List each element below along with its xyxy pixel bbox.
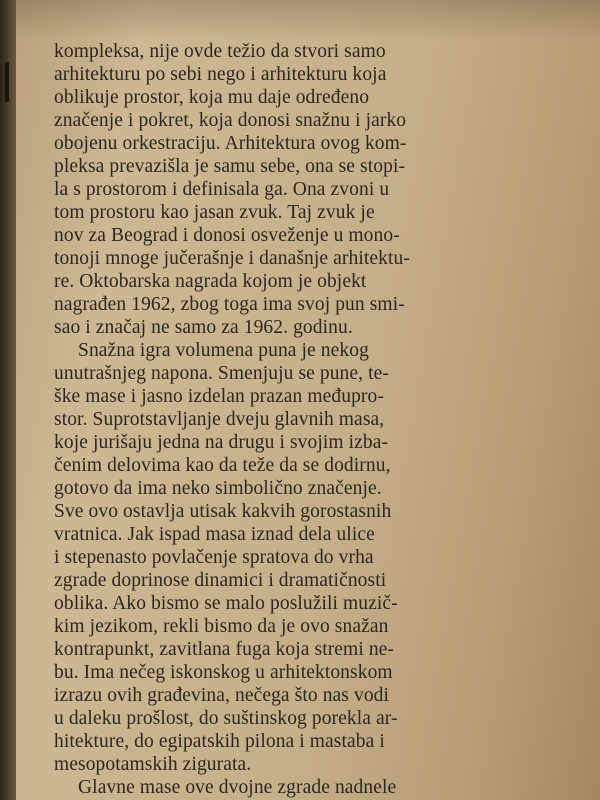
book-spine <box>0 0 16 800</box>
text-line: stor. Suprotstavljanje dveju glavnih masa, <box>54 409 385 430</box>
text-line: ške mase i jasno izdelan prazan međupro- <box>54 386 384 407</box>
text-line: kompleksa, nije ovde težio da stvori samo <box>54 41 386 62</box>
text-line: i stepenasto povlačenje spratova do vrha <box>54 547 374 568</box>
paragraph <box>54 40 574 339</box>
text-line: obojenu orkestraciju. Arhitektura ovog kom- <box>54 133 407 154</box>
text-line: u daleku prošlost, do suštinskog porekla ar- <box>54 708 398 729</box>
gutter-mark <box>5 62 9 102</box>
text-line: čenim delovima kao da teže da se dodirnu, <box>54 455 391 476</box>
text-line: bu. Ima nečeg iskonskog u arhitektonskom <box>54 662 393 683</box>
text-line: kontrapunkt, zavitlana fuga koja stremi ne- <box>54 639 395 660</box>
page-text <box>54 40 574 799</box>
text-line: nagrađen 1962, zbog toga ima svoj pun smi- <box>54 294 405 315</box>
text-line: izrazu ovih građevina, nečega što nas vodi <box>54 685 390 706</box>
text-line: tonoji mnoge jučerašnje i današnje arhitektu- <box>54 248 410 269</box>
text-line: oblika. Ako bismo se malo poslužili muzič- <box>54 593 398 614</box>
text-line: tom prostoru kao jasan zvuk. Taj zvuk je <box>54 202 375 223</box>
text-line: vratnica. Jak ispad masa iznad dela ulice <box>54 524 375 545</box>
text-line: gotovo da ima neko simbolično značenje. <box>54 478 382 499</box>
text-line: nov za Beograd i donosi osveženje u mono- <box>54 225 400 246</box>
paragraph <box>54 776 574 799</box>
text-line: koje jurišaju jedna na drugu i svojim izba- <box>54 432 389 453</box>
text-line: la s prostorom i definisala ga. Ona zvoni u <box>54 179 390 200</box>
text-line: kim jezikom, rekli bismo da je ovo snažan <box>54 616 389 637</box>
text-line: Sve ovo ostavlja utisak kakvih gorostasnih <box>54 501 392 522</box>
text-line: Glavne mase ove dvojne zgrade nadnele <box>78 777 397 798</box>
text-line: unutrašnjeg napona. Smenjuju se pune, te- <box>54 363 389 384</box>
text-line: sao i značaj ne samo za 1962. godinu. <box>54 317 353 338</box>
text-line: arhitekturu po sebi nego i arhitekturu koja <box>54 64 387 85</box>
text-line: Snažna igra volumena puna je nekog <box>78 340 369 361</box>
page-shadow <box>16 0 600 40</box>
text-line: oblikuje prostor, koja mu daje određeno <box>54 87 370 108</box>
text-line: zgrade doprinose dinamici i dramatičnosti <box>54 570 387 591</box>
text-line: mesopotamskih zigurata. <box>54 754 252 775</box>
text-line: hitekture, do egipatskih pilona i mastaba i <box>54 731 385 752</box>
book-page <box>16 0 600 800</box>
text-line: pleksa prevazišla je samu sebe, ona se stopi- <box>54 156 406 177</box>
text-line: značenje i pokret, koja donosi snažnu i jarko <box>54 110 407 131</box>
text-line: re. Oktobarska nagrada kojom je objekt <box>54 271 367 292</box>
paragraph <box>54 339 574 776</box>
